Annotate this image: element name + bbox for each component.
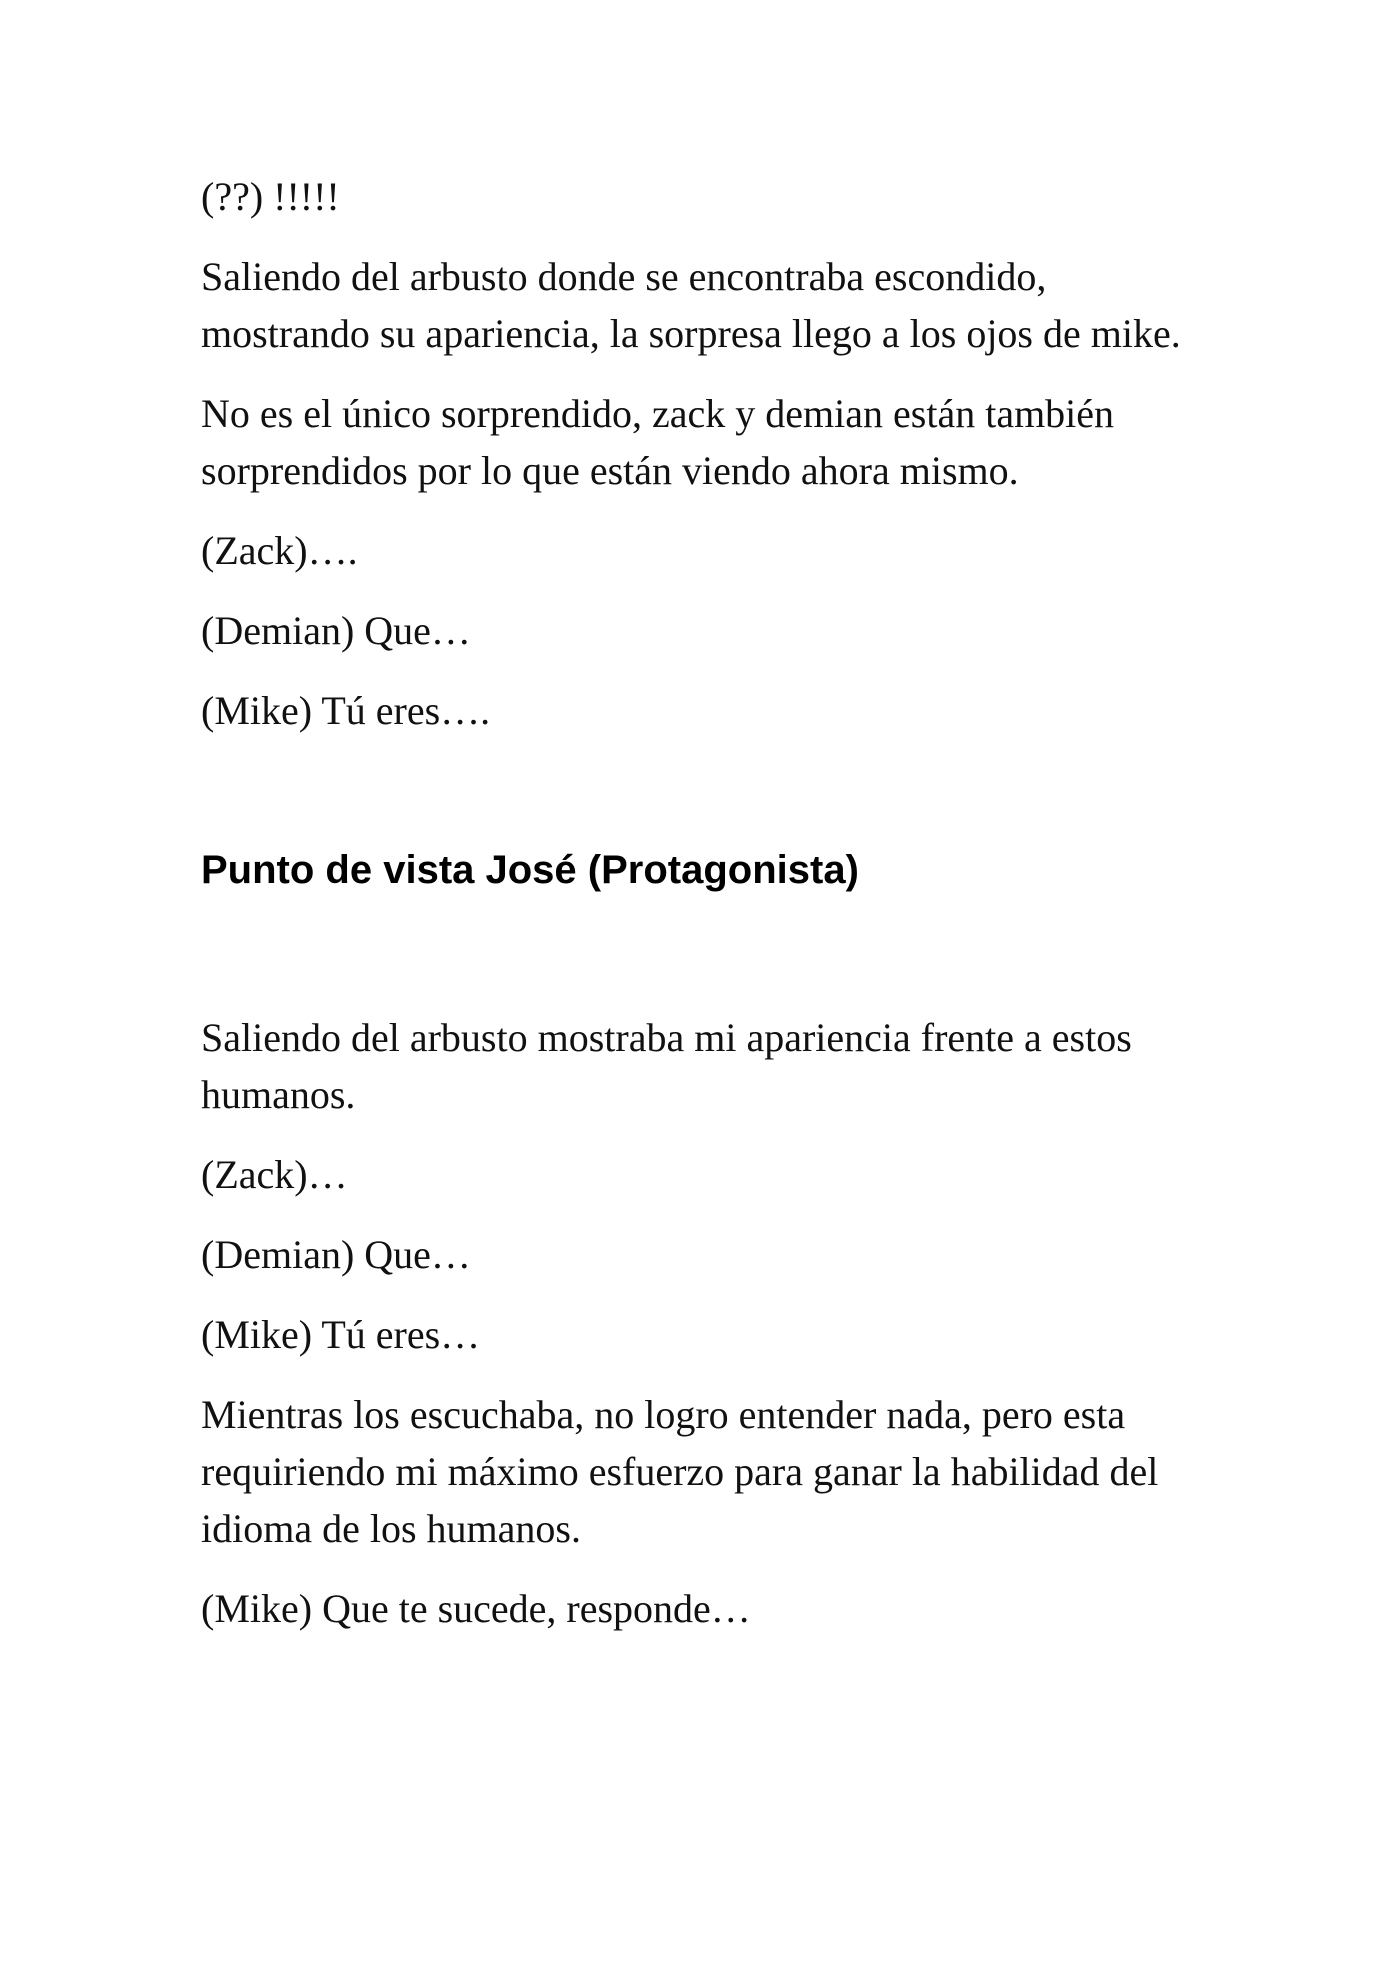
dialogue-zack: (Zack)… [201,1152,348,1197]
paragraph-narration-4: Mientras los escuchaba, no logro entender nada, pero esta requiriendo mi máximo esfuerzo para ganar la habilidad del idioma de los humanos. [201,1392,1159,1551]
section-heading: Punto de vista José (Protagonista) [201,848,859,892]
dialogue-demian: (Demian) Que… [201,1232,471,1277]
dialogue-demian: (Demian) Que… [201,608,471,653]
document-body [201,168,1201,1660]
paragraph-exclamation: (??) !!!!! [201,174,340,219]
dialogue-mike: (Mike) Tú eres…. [201,688,491,733]
paragraph-narration-3: Saliendo del arbusto mostraba mi apariencia frente a estos humanos. [201,1015,1132,1117]
dialogue-mike: (Mike) Tú eres… [201,1312,481,1357]
spacer [201,899,1201,1009]
dialogue-mike: (Mike) Que te sucede, responde… [201,1586,751,1631]
paragraph-narration-2: No es el único sorprendido, zack y demian están también sorprendidos por lo que están viendo ahora mismo. [201,391,1115,493]
paragraph-narration-1: Saliendo del arbusto donde se encontraba escondido, mostrando su apariencia, la sorpresa llego a los ojos de mike. [201,254,1181,356]
spacer [201,762,1201,842]
dialogue-zack: (Zack)…. [201,528,358,573]
